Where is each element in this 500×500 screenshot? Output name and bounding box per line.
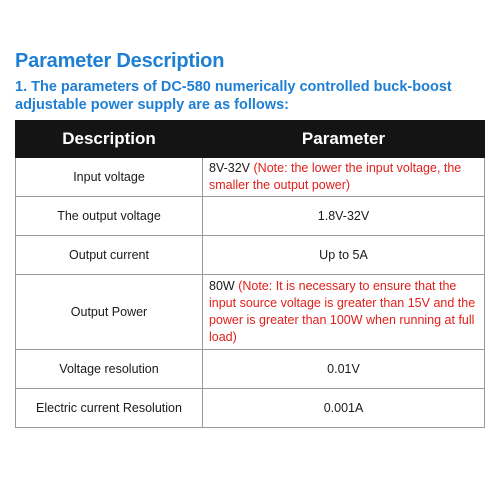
- row-parameter: [203, 350, 485, 389]
- row-parameter: [203, 158, 485, 197]
- row-parameter: [203, 236, 485, 275]
- row-description: The output voltage: [16, 197, 203, 236]
- param-value: 80W: [209, 279, 235, 293]
- row-description: Output Power: [16, 275, 203, 350]
- table-header-row: [16, 121, 485, 158]
- parameter-table: [15, 120, 485, 428]
- page-title: Parameter Description: [15, 50, 225, 72]
- row-parameter: [203, 275, 485, 350]
- param-note: (Note: It is necessary to ensure that the input source voltage is greater than 15V and the power is greater than 100W when running at full load): [209, 279, 476, 344]
- param-value: 8V-32V: [209, 161, 251, 175]
- table-row: [16, 158, 485, 197]
- table-row: [16, 389, 485, 428]
- row-parameter: [203, 197, 485, 236]
- intro-text: 1. The parameters of DC-580 numerically controlled buck-boost adjustable power supply are as follows:: [15, 79, 452, 113]
- header-description: Description: [16, 121, 203, 158]
- table-row: [16, 236, 485, 275]
- header-parameter: Parameter: [203, 121, 485, 158]
- row-description: Output current: [16, 236, 203, 275]
- param-value: 0.01V: [327, 361, 360, 376]
- param-value: 0.001A: [323, 400, 364, 415]
- row-description: Electric current Resolution: [16, 389, 203, 428]
- param-note: (Note: the lower the input voltage, the smaller the output power): [209, 161, 462, 192]
- table-row: [16, 275, 485, 350]
- row-description: Voltage resolution: [16, 350, 203, 389]
- table-row: [16, 197, 485, 236]
- param-value: Up to 5A: [319, 247, 368, 262]
- param-value: 1.8V-32V: [317, 208, 370, 223]
- table-row: [16, 350, 485, 389]
- row-description: Input voltage: [16, 158, 203, 197]
- row-parameter: [203, 389, 485, 428]
